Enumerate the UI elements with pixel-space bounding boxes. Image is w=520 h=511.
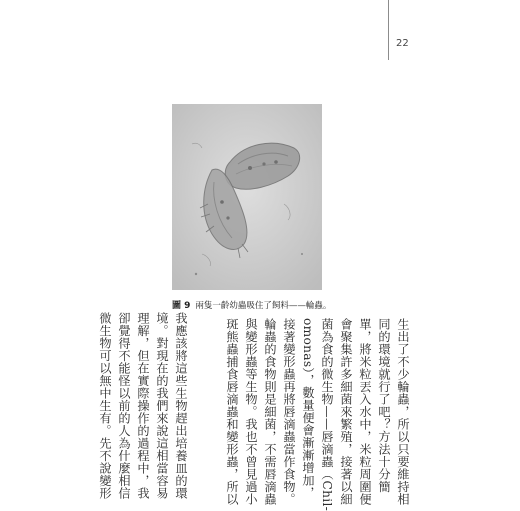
text-column: 卻覺得不能怪以前的人為什麼相信 (117, 312, 131, 500)
figure-caption-text: 兩隻一齡幼蟲吸住了飼料——輪蟲。 (195, 301, 332, 311)
text-column: 微生物可以無中生有。先不說變形 (98, 312, 112, 500)
body-text-block-right (214, 318, 412, 511)
body-text-block-left (98, 312, 190, 500)
text-column: 輪蟲的食物則是細菌，不需唇滴蟲 (263, 318, 277, 506)
text-column: 同的環境就行了吧？方法十分簡 (377, 318, 391, 493)
text-column: 斑熊蟲捕食唇滴蟲和變形蟲，所以 (225, 318, 239, 506)
text-column: omonas），數量便會漸漸增加， (301, 318, 315, 499)
figure-label: 圖 9 (172, 301, 191, 311)
text-column: 接著變形蟲再將唇滴蟲當作食物。 (282, 318, 296, 506)
header-rule (388, 0, 389, 60)
text-column: 菌為食的微生物——唇滴蟲（Chil- (320, 318, 334, 511)
text-column: 我應該將這些生物趕出培養皿的環 (174, 312, 188, 500)
text-column: 理解，但在實際操作的過程中，我 (136, 312, 150, 500)
text-column: 與變形蟲等生物。我也不曾見過小 (244, 318, 258, 506)
text-column: 單，將米粒丟入水中，米粒周圍便 (358, 318, 372, 506)
text-column: 境。對現在的我們來說這相當容易 (155, 312, 169, 500)
page-number: 22 (396, 38, 409, 49)
text-column: 生出了不少輪蟲，所以只要維持相 (396, 318, 410, 506)
text-column: 會聚集許多細菌來繁殖，接著以細 (339, 318, 353, 506)
figure-caption (172, 298, 372, 311)
micrograph-image (172, 104, 322, 290)
micrograph-figure (172, 104, 322, 290)
